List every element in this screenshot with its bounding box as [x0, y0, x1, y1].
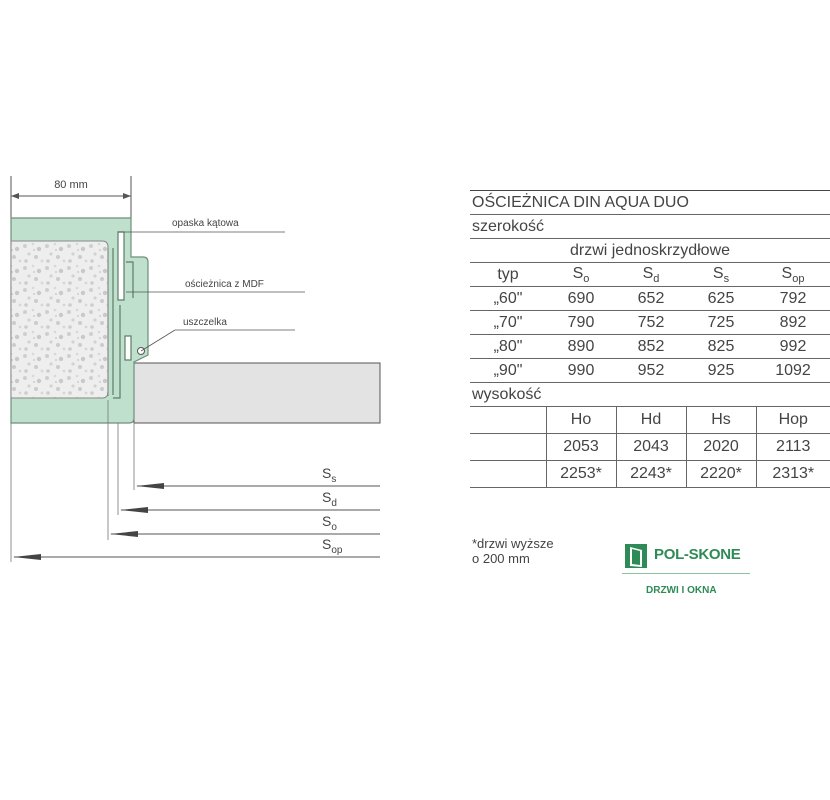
header-so: $S_o$ [546, 263, 616, 287]
width-header-row [470, 263, 830, 287]
callout-label-opaska: opaska kątowa [172, 218, 239, 229]
header-hop: Hop [756, 407, 830, 434]
wall-section [134, 363, 380, 423]
extension-lines [11, 400, 134, 562]
footnote-line-2: o 200 mm [472, 551, 530, 566]
table-row: „70" 790 752 725 892 [470, 311, 830, 335]
logo-divider [622, 573, 750, 574]
spec-table [470, 190, 830, 488]
header-hs: Hs [686, 407, 756, 434]
callout-label-osciezhnica: ościeżnica z MDF [185, 279, 264, 290]
callout-osciezhnica [126, 279, 305, 292]
callout-label-uszczelka: uszczelka [183, 317, 227, 328]
table-row: 2253* 2243* 2220* 2313* [470, 461, 830, 488]
brand-name: POL-SKONE [654, 546, 741, 563]
width-section-row [470, 215, 830, 239]
brand-tagline: DRZWI I OKNA [646, 585, 717, 596]
width-section-label: szerokość [470, 215, 830, 239]
height-header-row [470, 407, 830, 434]
width-dimension [11, 176, 131, 218]
width-dimension-label: 80 mm [54, 179, 88, 191]
footnote-line-1: *drzwi wyższe [472, 536, 554, 551]
table-row: „90" 990 952 925 1092 [470, 359, 830, 383]
height-section-label: wysokość [470, 383, 830, 407]
header-sd: $S_d$ [616, 263, 686, 287]
dim-sd-label: $S_d$ [322, 489, 337, 509]
brand-logo [618, 540, 758, 600]
table-row: „80" 890 852 825 992 [470, 335, 830, 359]
door-type-label: drzwi jednoskrzydłowe [470, 239, 830, 263]
callout-uszczelka [141, 317, 295, 351]
dimension-arrows [13, 483, 164, 560]
dim-so-label: $S_o$ [322, 513, 337, 533]
header-sop: $S_{op}$ [756, 263, 830, 287]
table-row: „60" 690 652 625 792 [470, 287, 830, 311]
height-section-row [470, 383, 830, 407]
door-type-row [470, 239, 830, 263]
dim-sop-label: $S_{op}$ [322, 536, 343, 556]
dim-ss-label: $S_s$ [322, 465, 337, 485]
header-ho: Ho [546, 407, 616, 434]
door-leaf [11, 241, 108, 398]
header-hd: Hd [616, 407, 686, 434]
door-logo-icon [624, 543, 648, 569]
header-ss: $S_s$ [686, 263, 756, 287]
footnote [472, 536, 554, 566]
table-title-row [470, 191, 830, 215]
header-typ: typ [470, 263, 546, 287]
spec-table-container [470, 190, 815, 488]
table-title: OŚCIEŻNICA DIN AQUA DUO [470, 191, 830, 215]
callout-opaska [118, 218, 285, 232]
table-row: 2053 2043 2020 2113 [470, 434, 830, 461]
